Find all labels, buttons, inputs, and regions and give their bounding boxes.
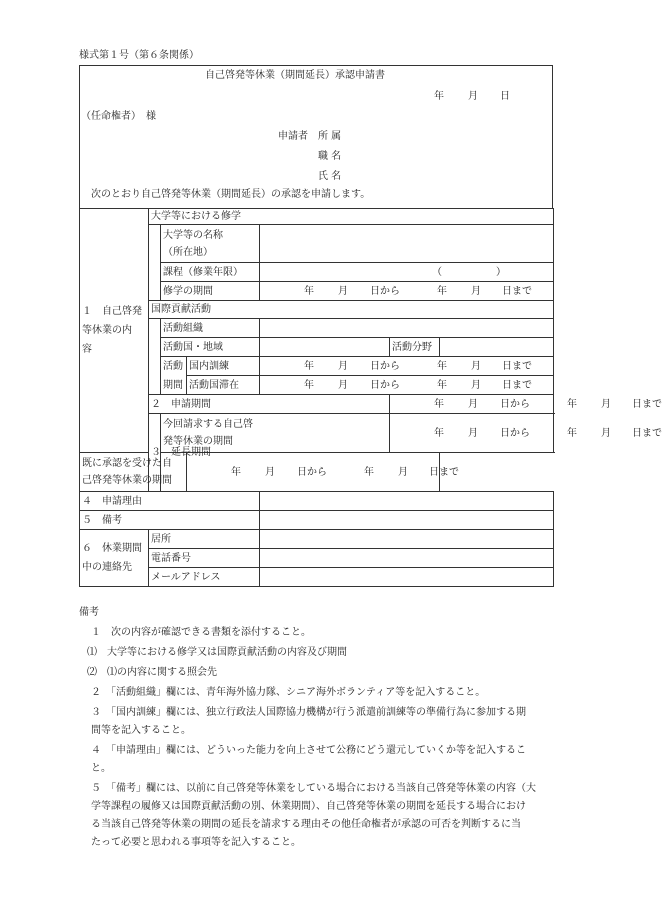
- domestic-training-label: 国内訓練: [187, 357, 260, 376]
- period-to: 日まで: [502, 379, 532, 391]
- current-period-label-cell: [161, 414, 390, 453]
- stay-label: 活動国滞在: [187, 376, 260, 395]
- study-heading: 大学等における修学: [149, 209, 554, 225]
- affiliation-label: 所 属: [318, 131, 342, 142]
- application-period-field[interactable]: [390, 395, 662, 414]
- period-to: 日まで: [502, 285, 532, 297]
- approved-line2: 己啓発等休業の期間: [82, 475, 172, 486]
- reason-field[interactable]: [260, 492, 554, 511]
- section1-label-cell: [80, 209, 149, 453]
- current-line1: 今回請求する自己啓: [163, 419, 253, 430]
- school-name-field[interactable]: [260, 225, 554, 263]
- period-from: 日から: [370, 285, 400, 297]
- period-month: 月: [468, 427, 478, 439]
- field-label: 活動分野: [390, 338, 440, 357]
- intl-indent: [149, 319, 161, 395]
- current-period-field[interactable]: [390, 414, 662, 453]
- section6-label-line2: 中の連絡先: [82, 562, 132, 573]
- period-year: 年: [231, 466, 241, 478]
- note-3-line2: 間等を記入すること。: [91, 725, 191, 736]
- section1-label-line2: 等休業の内: [82, 325, 132, 336]
- period-month: 月: [601, 427, 611, 439]
- period-month: 月: [398, 466, 408, 478]
- section6-label-line1: ６ 休業期間: [82, 543, 142, 554]
- form-number: 様式第１号（第６条関係）: [79, 50, 199, 61]
- activity-label-1: 活動: [163, 360, 183, 372]
- period-year: 年: [434, 398, 444, 410]
- email-label: メールアドレス: [149, 568, 260, 587]
- school-name-label: 大学等の名称: [163, 229, 223, 241]
- period-from: 日から: [500, 427, 530, 439]
- note-5-line4: たって必要と思われる事項等を記入すること。: [91, 837, 301, 848]
- form-title: 自己啓発等休業（期間延長）承認申請書: [205, 70, 385, 81]
- current-line2: 発等休業の期間: [163, 436, 233, 447]
- section6-label-cell: [80, 530, 149, 587]
- application-table: [79, 208, 662, 587]
- note-3-line1: ３ 「国内訓練」欄には、独立行政法人国際協力機構が行う派遣前訓練等の準備行為に参加する期: [91, 707, 526, 718]
- note-1a: ⑴ 大学等における修学又は国際貢献活動の内容及び期間: [87, 647, 347, 658]
- period-from: 日から: [297, 466, 327, 478]
- domestic-training-field[interactable]: [260, 357, 554, 376]
- study-period-field[interactable]: [260, 282, 554, 301]
- section4-label: ４ 申請理由: [80, 492, 260, 511]
- approved-period-field[interactable]: [187, 453, 459, 492]
- period-year: 年: [304, 379, 314, 391]
- phone-field[interactable]: [260, 549, 554, 568]
- school-location-label: （所在地）: [163, 246, 213, 258]
- period-month: 月: [471, 360, 481, 372]
- period-year: 年: [437, 360, 447, 372]
- period-month: 月: [338, 285, 348, 297]
- section3-label: ３ 延長期間: [149, 414, 161, 492]
- school-name-label-cell: [161, 225, 260, 263]
- residence-field[interactable]: [260, 530, 554, 549]
- request-text: 次のとおり自己啓発等休業（期間延長）の承認を申請します。: [91, 189, 371, 200]
- field-field[interactable]: [440, 338, 554, 357]
- phone-label: 電話番号: [149, 549, 260, 568]
- study-indent: [149, 225, 161, 301]
- note-5-line1: ５ 「備考」欄には、以前に自己啓発等休業をしている場合における当該自己啓発等休業の内容（大: [91, 783, 536, 794]
- section1-label-line3: 容: [82, 344, 92, 355]
- study-period-row: [262, 285, 551, 298]
- date-month: 月: [468, 91, 478, 102]
- email-field[interactable]: [260, 568, 554, 587]
- period-year: 年: [567, 427, 577, 439]
- period-to: 日まで: [632, 398, 662, 410]
- period-year: 年: [304, 360, 314, 372]
- course-label: 課程（修業年限）: [161, 263, 260, 282]
- org-field[interactable]: [260, 319, 554, 338]
- period-from: 日から: [370, 379, 400, 391]
- position-label: 職 名: [318, 151, 342, 162]
- section5-label: ５ 備考: [80, 511, 260, 530]
- note-4-line2: と。: [91, 763, 111, 774]
- period-month: 月: [471, 379, 481, 391]
- period-from: 日から: [500, 398, 530, 410]
- stay-field[interactable]: [260, 376, 554, 395]
- period-year: 年: [304, 285, 314, 297]
- country-label: 活動国・地域: [161, 338, 260, 357]
- note-5-line2: 学等課程の履修又は国際貢献活動の別、休業期間）、自己啓発等休業の期間を延長する場合におけ: [91, 801, 526, 812]
- note-1: １ 次の内容が確認できる書類を添付すること。: [91, 627, 311, 638]
- note-1b: ⑵ ⑴の内容に関する照会先: [87, 667, 217, 678]
- period-month: 月: [338, 360, 348, 372]
- period-month: 月: [468, 398, 478, 410]
- intl-heading: 国際貢献活動: [149, 301, 554, 319]
- remarks-field[interactable]: [260, 511, 554, 530]
- country-field[interactable]: [260, 338, 390, 357]
- approved-period-label-cell: [80, 453, 187, 492]
- period-year: 年: [567, 398, 577, 410]
- note-2: ２ 「活動組織」欄には、青年海外協力隊、シニア海外ボランティア等を記入すること。: [91, 687, 486, 698]
- section1-label-line1: １ 自己啓発: [82, 306, 142, 317]
- date-year: 年: [434, 91, 444, 102]
- note-4-line1: ４ 「申請理由」欄には、どういった能力を向上させて公務にどう還元していくか等を記入するこ: [91, 745, 526, 756]
- period-from: 日から: [370, 360, 400, 372]
- period-month: 月: [601, 398, 611, 410]
- approved-line1: 既に承認を受けた自: [82, 458, 172, 469]
- name-label: 氏 名: [318, 171, 342, 182]
- note-5-line3: る当該自己啓発等休業の期間の延長を請求する理由その他任命権者が承認の可否を判断するに当: [91, 819, 521, 830]
- period-to: 日まで: [429, 466, 459, 478]
- period-to: 日まで: [502, 360, 532, 372]
- period-month: 月: [338, 379, 348, 391]
- activity-period-label-cell: [161, 357, 187, 395]
- period-year: 年: [437, 285, 447, 297]
- applicant-label: 申請者: [278, 131, 308, 142]
- period-month: 月: [265, 466, 275, 478]
- period-to: 日まで: [632, 427, 662, 439]
- course-paren-open: （: [432, 266, 442, 278]
- course-paren-close: ）: [496, 266, 506, 278]
- course-field[interactable]: [260, 263, 554, 282]
- org-label: 活動組織: [161, 319, 260, 338]
- activity-label-2: 期間: [163, 379, 183, 391]
- addressee: （任命権者） 様: [81, 111, 156, 122]
- period-year: 年: [437, 379, 447, 391]
- period-year: 年: [364, 466, 374, 478]
- notes-heading: 備考: [79, 607, 99, 618]
- study-period-label: 修学の期間: [161, 282, 260, 301]
- section2-label: ２ 申請期間: [149, 395, 390, 414]
- period-year: 年: [434, 427, 444, 439]
- date-day: 日: [500, 91, 510, 102]
- residence-label: 居所: [149, 530, 260, 549]
- period-month: 月: [471, 285, 481, 297]
